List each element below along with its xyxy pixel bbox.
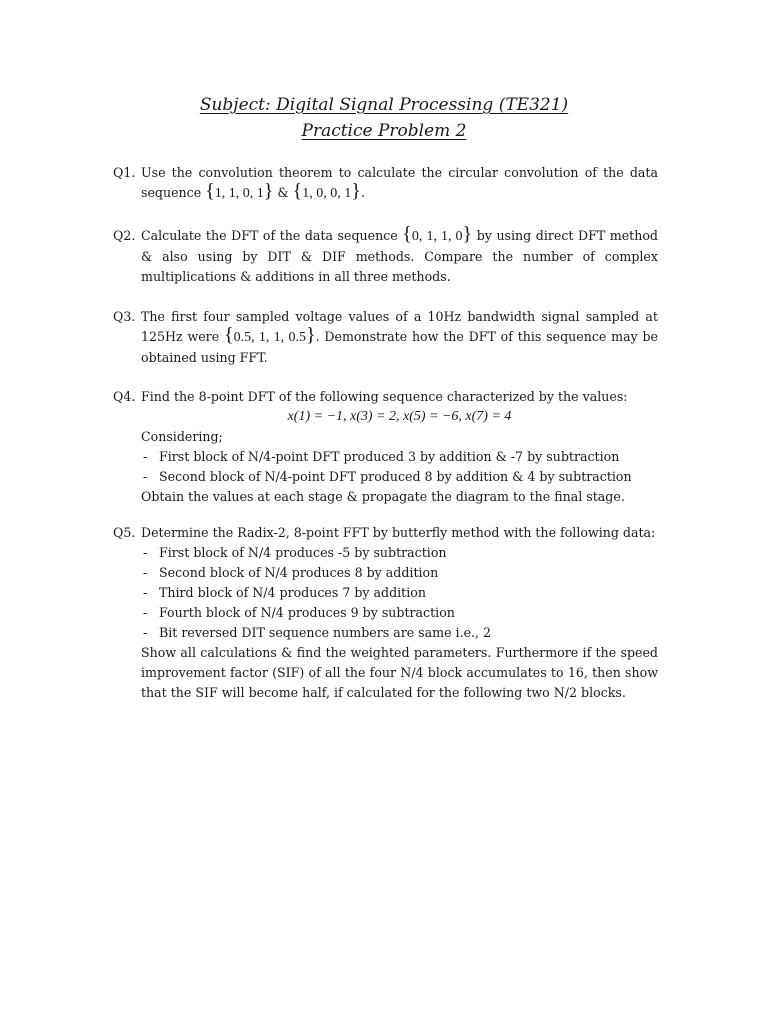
subject-title: Subject: Digital Signal Processing (TE321) — [199, 95, 569, 115]
close-brace: } — [351, 180, 361, 202]
open-brace: { — [223, 324, 234, 346]
question-text: Find the 8-point DFT of the following sequence characterized by the values: — [141, 389, 628, 404]
sequence: 1, 1, 0, 1 — [214, 186, 264, 201]
question-text — [113, 163, 658, 204]
question-body: Calculate the DFT of the data sequence — [141, 228, 398, 243]
question-text — [113, 307, 658, 368]
list-item: - Third block of N/4 produces 7 by addition — [141, 583, 658, 603]
close-brace: } — [263, 180, 274, 202]
close-brace: } — [305, 324, 316, 346]
list-item: - First block of N/4-point DFT produced 3 by addition & -7 by subtraction — [141, 447, 658, 467]
close-brace: } — [462, 223, 473, 245]
question-text: Determine the Radix-2, 8-point FFT by butterfly method with the following data: — [141, 525, 656, 540]
period: . — [360, 185, 365, 200]
list-item: - First block of N/4 produces -5 by subtraction — [141, 543, 658, 563]
open-brace: { — [292, 180, 303, 202]
question-3 — [113, 307, 658, 368]
question-number: Q4. — [113, 389, 136, 404]
sequence: 1, 0, 0, 1 — [302, 186, 352, 201]
problem-title: Practice Problem 2 — [301, 121, 467, 141]
sequence: 0.5, 1, 1, 0.5 — [233, 330, 306, 345]
list-item: - Second block of N/4 produces 8 by addition — [141, 563, 658, 583]
sequence: 0, 1, 1, 0 — [411, 229, 463, 244]
question-text — [113, 223, 658, 287]
question-2 — [113, 223, 658, 287]
question-1 — [113, 163, 658, 204]
closing-text: Obtain the values at each stage & propagate the diagram to the final stage. — [141, 489, 625, 504]
document-header — [0, 92, 768, 144]
equation: x(1) = −1, x(3) = 2, x(5) = −6, x(7) = 4 — [287, 409, 512, 424]
question-number: Q3. — [113, 309, 136, 324]
list-item: - Bit reversed DIT sequence numbers are same i.e., 2 — [141, 623, 658, 643]
closing-text: Show all calculations & find the weighted parameters. Furthermore if the speed improvement factor (SIF) of all the four N/4 block accumulates to 16, then show that the SIF will become half, if calculated for the following two N/2 blocks. — [141, 645, 658, 700]
open-brace: { — [402, 223, 412, 245]
question-body: The first four sampled voltage values of a 10Hz bandwidth signal sampled at 125Hz were — [141, 309, 658, 344]
question-4 — [113, 387, 658, 507]
list-item: - Fourth block of N/4 produces 9 by subtraction — [141, 603, 658, 623]
ampersand: & — [277, 185, 289, 200]
question-5 — [113, 523, 658, 703]
bullet-list — [113, 543, 658, 643]
considering-label: Considering; — [141, 429, 223, 444]
list-item: - Second block of N/4-point DFT produced 8 by addition & 4 by subtraction — [141, 467, 658, 487]
bullet-list — [113, 447, 658, 487]
question-body: by using direct DFT method & also using by DIT & DIF methods. Compare the number of complex multiplications & additions in all three methods. — [141, 228, 658, 284]
question-body: Use the convolution theorem to calculate the circular convolution of the data sequence — [141, 165, 658, 200]
question-number: Q5. — [113, 525, 136, 540]
question-body: . Demonstrate how the DFT of this sequence may be obtained using FFT. — [141, 329, 659, 365]
open-brace: { — [205, 180, 215, 202]
question-number: Q2. — [113, 228, 136, 243]
question-number: Q1. — [113, 165, 136, 180]
